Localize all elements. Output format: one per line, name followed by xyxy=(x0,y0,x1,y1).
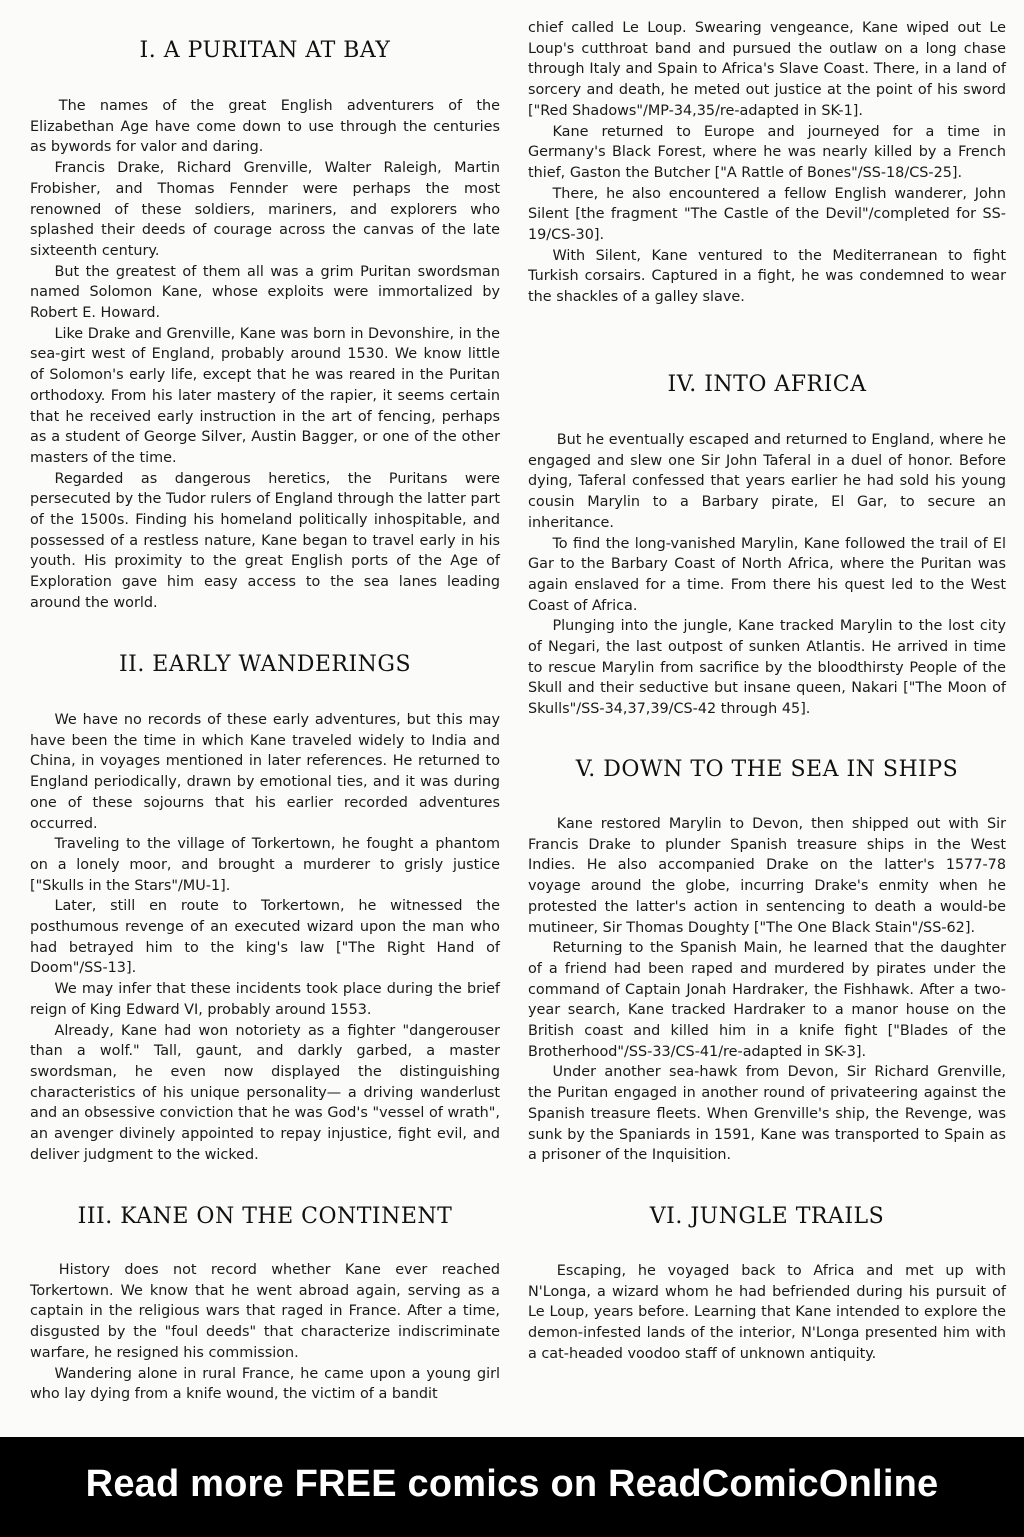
section-6-heading: VI. JUNGLE TRAILS xyxy=(649,1204,885,1229)
section-2-body xyxy=(30,710,500,1165)
paragraph: Plunging into the jungle, Kane tracked Marylin to the lost city of Negari, the last outpost of sunken Atlantis. He arrived in time to rescue Marylin from sacrifice by the bloodthirsty People of the Skull and their seductive but insane queen, Nakari ["The Moon of Skulls"/SS-34,37,39/CS-42 through 45]. xyxy=(528,618,1006,718)
section-5-heading: V. DOWN TO THE SEA IN SHIPS xyxy=(575,757,959,782)
paragraph: Kane returned to Europe and journeyed for a time in Germany's Black Forest, where he was nearly killed by a French thief, Gaston the Butcher ["A Rattle of Bones"/SS-18/CS-25]. xyxy=(528,123,1006,181)
paragraph: Returning to the Spanish Main, he learned that the daughter of a friend had been raped and murdered by pirates under the command of Captain Jonah Hardraker, the Fishhawk. After a two-year search, Kane tracked Hardraker to a manor house on the British coast and killed him in a knife fight ["Blades of the Brotherhood"/SS-33/CS-41/re-adapted in SK-3]. xyxy=(528,940,1006,1060)
section-2-heading: II. EARLY WANDERINGS xyxy=(118,652,412,677)
section-3-heading: III. KANE ON THE CONTINENT xyxy=(77,1204,453,1229)
paragraph: Later, still en route to Torkertown, he witnessed the posthumous revenge of an executed wizard upon the man who had betrayed him to the king's law ["The Right Hand of Doom"/SS-13]. xyxy=(30,898,500,977)
section-3-body xyxy=(30,1260,500,1405)
promo-banner[interactable] xyxy=(0,1437,1024,1537)
paragraph: Wandering alone in rural France, he came upon a young girl who lay dying from a knife wound, the victim of a bandit xyxy=(30,1365,500,1403)
paragraph: We have no records of these early adventures, but this may have been the time in which Kane traveled widely to India and China, in voyages mentioned in later references. He returned to England periodically, drawn by emotional ties, and it was during one of these sojourns that his earlier recorded adventures occurred. xyxy=(30,712,500,832)
paragraph: History does not record whether Kane ever reached Torkertown. We know that he went abroad again, serving as a captain in the religious wars that raged in France. After a time, disgusted by the "foul deeds" that characterize indiscriminate warfare, he resigned his commission. xyxy=(30,1262,500,1361)
section-1-heading: I. A PURITAN AT BAY xyxy=(139,38,391,63)
paragraph: Escaping, he voyaged back to Africa and met up with N'Longa, a wizard whom he had befriended during his pursuit of Le Loup, years before. Learning that Kane intended to explore the demon-infested lands of the interior, N'Longa presented him with a cat-headed voodoo staff of unknown antiquity. xyxy=(528,1263,1006,1362)
paragraph: Kane restored Marylin to Devon, then shipped out with Sir Francis Drake to plunder Spanish treasure ships in the West Indies. He also accompanied Drake on the latter's 1577-78 voyage around the globe, incurring Drake's enmity when he protested the latter's action in sentencing to death a would-be mutineer, Sir Thomas Doughty ["The One Black Stain"/SS-62]. xyxy=(528,816,1006,936)
paragraph: To find the long-vanished Marylin, Kane followed the trail of El Gar to the Barbary Coast of North Africa, where the Puritan was again enslaved for a time. From there his quest led to the West Coast of Africa. xyxy=(528,535,1006,614)
section-4-heading: IV. INTO AFRICA xyxy=(667,372,867,397)
paragraph: But he eventually escaped and returned to England, where he engaged and slew one Sir John Taferal in a duel of honor. Before dying, Taferal confessed that years earlier he had sold his young cousin Marylin to a Barbary pirate, El Gar, to secure an inheritance. xyxy=(528,432,1006,531)
section-6-body xyxy=(528,1261,1006,1365)
paragraph: Under another sea-hawk from Devon, Sir Richard Grenville, the Puritan engaged in another round of privateering against the Spanish treasure fleets. When Grenville's ship, the Revenge, was sunk by the Spaniards in 1591, Kane was transported to Spain as a prisoner of the Inquisition. xyxy=(528,1064,1006,1164)
paragraph: Regarded as dangerous heretics, the Puritans were persecuted by the Tudor rulers of England through the latter part of the 1500s. Finding his homeland politically inhospitable, and possessed of a restless nature, Kane began to travel early in his youth. His proximity to the great English ports of the Age of Exploration gave him easy access to the sea lanes leading around the world. xyxy=(30,470,500,611)
paragraph: chief called Le Loup. Swearing vengeance, Kane wiped out Le Loup's cutthroat band and pursued the outlaw on a long chase through Italy and Spain to Africa's Slave Coast. There, in a land of sorcery and death, he meted out justice at the point of his sword ["Red Shadows"/MP-34,35/re-adapted in SK-1]. xyxy=(528,20,1006,119)
section-3-continued xyxy=(528,18,1006,308)
section-5-body xyxy=(528,814,1006,1166)
promo-banner-text[interactable]: Read more FREE comics on ReadComicOnline xyxy=(85,1463,939,1505)
paragraph: With Silent, Kane ventured to the Mediterranean to fight Turkish corsairs. Captured in a fight, he was condemned to wear the shackles of a galley slave. xyxy=(528,247,1006,306)
paragraph: Already, Kane had won notoriety as a fighter "dangerouser than a wolf." Tall, gaunt, and darkly garbed, a master swordsman, he even now displayed the distinguishing characteristics of his unique personality— a driving wanderlust and an obsessive conviction that he was God's "vessel of wrath", an avenger divinely appointed to repay injustice, fight evil, and deliver judgment to the wicked. xyxy=(30,1022,500,1163)
paragraph: There, he also encountered a fellow English wanderer, John Silent [the fragment "The Castle of the Devil"/completed for SS-19/CS-30]. xyxy=(528,185,1006,244)
paragraph: Like Drake and Grenville, Kane was born in Devonshire, in the sea-girt west of England, probably around 1530. We know little of Solomon's early life, except that he was reared in the Puritan orthodoxy. From his later mastery of the rapier, it seems certain that he received early instruction in the art of fencing, perhaps as a student of George Silver, Austin Bagger, or one of the other masters of the time. xyxy=(30,325,500,466)
paragraph: We may infer that these incidents took place during the brief reign of King Edward VI, probably around 1553. xyxy=(30,981,500,1018)
section-4-body xyxy=(528,430,1006,720)
paragraph: Francis Drake, Richard Grenville, Walter Raleigh, Martin Frobisher, and Thomas Fennder were perhaps the most renowned of these soldiers, mariners, and explorers who splashed their deeds of courage across the canvas of the late sixteenth century. xyxy=(30,160,500,259)
paragraph: The names of the great English adventurers of the Elizabethan Age have come down to use through the centuries as bywords for valor and daring. xyxy=(30,98,500,156)
paragraph: But the greatest of them all was a grim Puritan swordsman named Solomon Kane, whose exploits were immortalized by Robert E. Howard. xyxy=(30,263,500,322)
paragraph: Traveling to the village of Torkertown, he fought a phantom on a lonely moor, and brought a murderer to grisly justice ["Skulls in the Stars"/MU-1]. xyxy=(30,836,500,894)
section-1-body xyxy=(30,96,500,614)
